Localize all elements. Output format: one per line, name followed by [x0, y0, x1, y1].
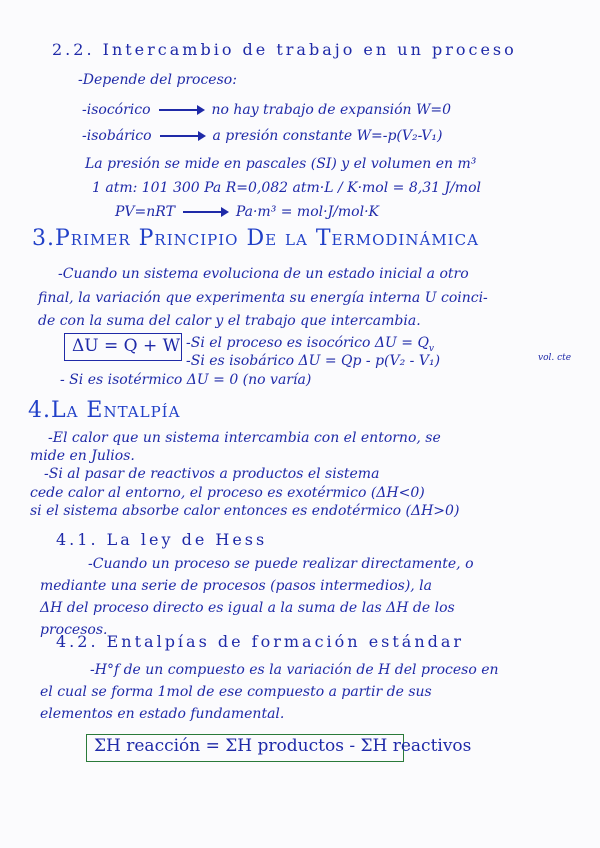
s4-p4: cede calor al entorno, el proceso es exotérmico (ΔH<0) [30, 485, 425, 501]
s3-p1: -Cuando un sistema evoluciona de un estado inicial a otro [58, 266, 469, 282]
text-depende: -Depende del proceso: [78, 72, 237, 88]
isobarico-text: a presión constante W=-p(V₂-V₁) [212, 128, 443, 144]
pv-formula: PV=nRT [115, 204, 175, 220]
s3-p3: de con la suma del calor y el trabajo que intercambia. [38, 313, 421, 329]
s42-p1: -H°f de un compuesto es la variación de H del proceso en [90, 662, 499, 678]
s3-p2: final, la variación que experimenta su energía interna U coinci- [38, 290, 488, 306]
isocorico-line [82, 102, 451, 118]
arrow-icon [159, 109, 203, 111]
s42-p2: el cual se forma 1mol de ese compuesto a partir de sus [40, 684, 432, 700]
isobarico-line [82, 128, 443, 144]
s4-p1: -El calor que un sistema intercambia con el entorno, se [48, 430, 441, 446]
s4-p2: mide en Julios. [30, 448, 135, 464]
s41-p4: procesos. [40, 622, 108, 638]
s42-p3: elementos en estado fundamental. [40, 706, 285, 722]
isocorico-label: -isocórico [82, 102, 151, 118]
presion-line: La presión se mide en pascales (SI) y el volumen en m³ [85, 156, 477, 172]
enthalpy-formula: ΣH reacción = ΣH productos - ΣH reactivos [94, 736, 472, 756]
section-3-title: 3.Primer Principio De la Termodinámica [32, 226, 479, 251]
s3-vol-cte-note: vol. cte [538, 353, 572, 363]
s4-p5: si el sistema absorbe calor entonces es endotérmico (ΔH>0) [30, 503, 460, 519]
section-4-title: 4.La Entalpía [28, 398, 181, 423]
s41-p3: ΔH del proceso directo es igual a la suma de las ΔH de los [40, 600, 455, 616]
s3-isocorico-text: -Si el proceso es isocórico ΔU = Q [186, 335, 429, 351]
first-law-formula: ΔU = Q + W [72, 336, 181, 356]
isobarico-label: -isobárico [82, 128, 152, 144]
section-2-2-title: 2.2. Intercambio de trabajo en un proceso [52, 40, 517, 59]
section-4-2-title: 4.2. Entalpías de formación estándar [56, 632, 465, 651]
isocorico-text: no hay trabajo de expansión W=0 [211, 102, 452, 118]
s4-p3: -Si al pasar de reactivos a productos el sistema [44, 466, 380, 482]
atm-line: 1 atm: 101 300 Pa R=0,082 atm·L / K·mol = 8,31 J/mol [92, 180, 481, 196]
s41-p1: -Cuando un proceso se puede realizar directamente, o [88, 556, 474, 572]
section-4-1-title: 4.1. La ley de Hess [56, 530, 268, 549]
s41-p2: mediante una serie de procesos (pasos intermedios), la [40, 578, 432, 594]
pv-line [115, 204, 379, 220]
s3-isotermico: - Si es isotérmico ΔU = 0 (no varía) [60, 372, 312, 388]
arrow-icon [183, 211, 227, 213]
pv-units: Pa·m³ = mol·J/mol·K [235, 204, 379, 220]
s3-isobarico: -Si es isobárico ΔU = Qp - p(V₂ - V₁) [186, 353, 441, 369]
arrow-icon [160, 135, 204, 137]
s3-isocorico-sub: v [428, 344, 435, 354]
